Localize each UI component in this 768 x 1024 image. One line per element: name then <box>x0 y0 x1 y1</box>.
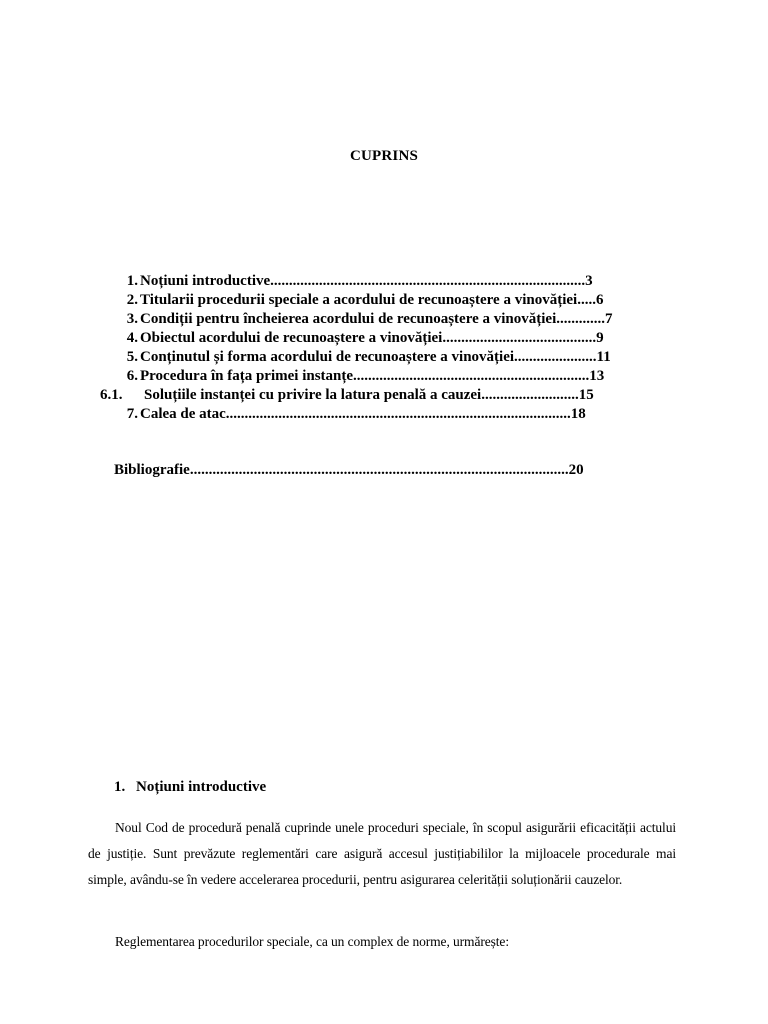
toc-entry-text: Conținutul și forma acordului de recunoaștere a vinovăției......................11 <box>140 349 611 365</box>
toc-entry-text: Noțiuni introductive....................................................................................3 <box>140 273 593 289</box>
toc-entry-text: Soluțiile instanței cu privire la latura penală a cauzei..........................15 <box>144 387 594 403</box>
toc-entry-text: Titularii procedurii speciale a acordului de recunoaștere a vinovăției.....6 <box>140 292 604 308</box>
toc-subentry[interactable] <box>100 386 680 405</box>
toc-entry-number: 1. <box>126 273 138 289</box>
toc-entry-text: Condiții pentru încheierea acordului de recunoaștere a vinovăției.............7 <box>140 311 613 327</box>
body-paragraph: Noul Cod de procedură penală cuprinde unele proceduri speciale, în scopul asigurării eficacității actului de justiție. Sunt prevăzute reglementări care asigură accesul justițiabililor la mijloacele procedurale mai simple, avându-se în vedere accelerarea procedurii, pentru asigurarea celerității soluționării cauzelor. <box>88 820 676 887</box>
toc-entry[interactable] <box>100 405 680 424</box>
table-of-contents <box>100 272 680 424</box>
toc-entry-text: Calea de atac............................................................................................18 <box>140 406 586 422</box>
toc-entry-number: 6. <box>126 368 138 384</box>
toc-entry-text: Procedura în fața primei instanțe...............................................................13 <box>140 368 605 384</box>
toc-entry[interactable] <box>100 329 680 348</box>
toc-entry[interactable] <box>100 310 680 329</box>
toc-entry-text: Obiectul acordului de recunoaștere a vinovăției.........................................9 <box>140 330 604 346</box>
toc-entry[interactable] <box>100 367 680 386</box>
toc-entry[interactable] <box>100 272 680 291</box>
toc-entry-number: 5. <box>126 349 138 365</box>
toc-entry-number: 4. <box>126 330 138 346</box>
section-number: 1. <box>114 779 126 795</box>
section-heading <box>114 779 266 796</box>
toc-bibliography[interactable]: Bibliografie.....................................................................................................20 <box>114 462 584 478</box>
toc-entry[interactable] <box>100 291 680 310</box>
toc-entry-number: 3. <box>126 311 138 327</box>
toc-entry-number: 7. <box>126 406 138 422</box>
toc-entry[interactable] <box>100 348 680 367</box>
toc-entry-number: 6.1. <box>100 387 123 403</box>
toc-entry-number: 2. <box>126 292 138 308</box>
body-paragraph: Reglementarea procedurilor speciale, ca un complex de norme, urmărește: <box>115 934 509 949</box>
section-title: Noțiuni introductive <box>136 779 267 795</box>
page-title: CUPRINS <box>349 148 419 164</box>
